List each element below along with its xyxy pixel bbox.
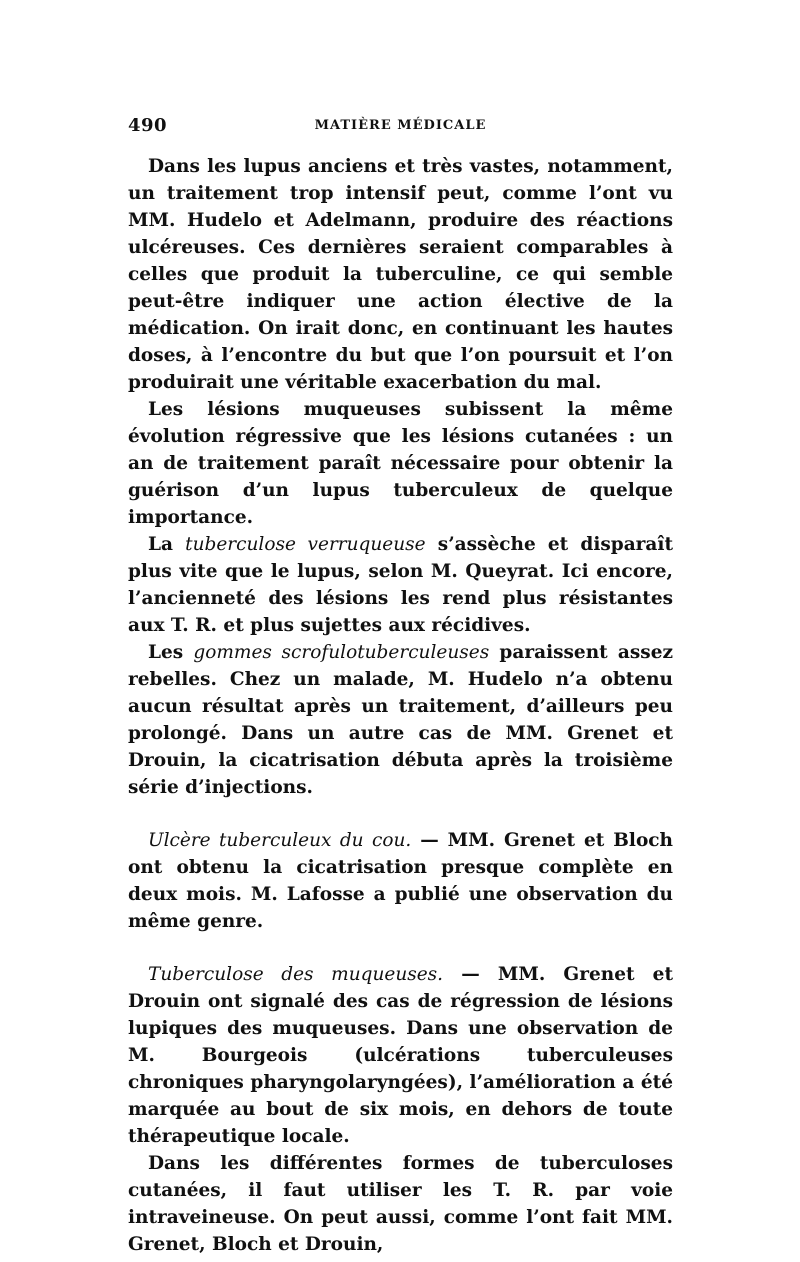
paragraph-text: La: [148, 534, 186, 555]
paragraph-formes-cutanees: Dans les différentes formes de tuberculoses cutanées, il faut utiliser les T. R. par voie intraveineuse. On peut aussi, comme l’ont fait MM. Grenet, Bloch et Drouin,: [128, 1153, 673, 1255]
paragraph-text: Les: [148, 642, 194, 663]
italic-term: gommes scrofulotuberculeuses: [193, 642, 490, 663]
section-gap: [128, 935, 673, 961]
section-gap: [128, 801, 673, 827]
section-tuberculose-muqueuses: [128, 961, 673, 1150]
paragraph-tuberculose-verruqueuse: [128, 531, 673, 639]
page-number: 490: [128, 115, 168, 136]
section-ulcere-tuberculeux: [128, 827, 673, 935]
paragraph-text: s’assèche et disparaît plus vite que le lupus, selon M. Queyrat. Ici encore, l’ancienneté des lésions les rend plus résistantes aux T. R. et plus sujettes aux récidives.: [128, 534, 673, 636]
paragraph-lesions-muqueuses: Les lésions muqueuses subissent la même évolution régressive que les lésions cutanées : un an de traitement paraît nécessaire pour obtenir la guérison d’un lupus tuberculeux de quelque importance.: [128, 399, 673, 528]
page-header: [128, 115, 673, 141]
book-page: [128, 115, 673, 1258]
section-heading-italic: Tuberculose des muqueuses.: [148, 964, 444, 985]
paragraph-lupus-anciens: Dans les lupus anciens et très vastes, notamment, un traitement trop intensif peut, comme l’ont vu MM. Hudelo et Adelmann, produire des réactions ulcéreuses. Ces dernières seraient comparables à celles que produit la tuberculine, ce qui semble peut-être indiquer une action élective de la médication. On irait donc, en continuant les hautes doses, à l’encontre du but que l’on poursuit et l’on produirait une véritable exacerbation du mal.: [128, 156, 673, 393]
section-heading-italic: Ulcère tuberculeux du cou.: [148, 830, 412, 851]
paragraph-text: paraissent assez rebelles. Chez un malade, M. Hudelo n’a obtenu aucun résultat après un traitement, d’ailleurs peu prolongé. Dans un autre cas de MM. Grenet et Drouin, la cicatrisation débuta après la troisième série d’injections.: [128, 642, 673, 798]
italic-term: tuberculose verruqueuse: [185, 534, 426, 555]
running-title: MATIÈRE MÉDICALE: [314, 118, 487, 133]
paragraph-gommes: [128, 639, 673, 801]
page-body: [128, 153, 673, 1258]
paragraph-text: — MM. Grenet et Drouin ont signalé des cas de régression de lésions lupiques des muqueuses. Dans une observation de M. Bourgeois (ulcérations tuberculeuses chroniques pharyngolaryngées), l’amélioration a été marquée au bout de six mois, en dehors de toute thérapeutique locale.: [128, 964, 673, 1147]
paragraph-text: — MM. Grenet et Bloch ont obtenu la cicatrisation presque complète en deux mois. M. Lafosse a publié une observation du même genre.: [128, 830, 673, 932]
